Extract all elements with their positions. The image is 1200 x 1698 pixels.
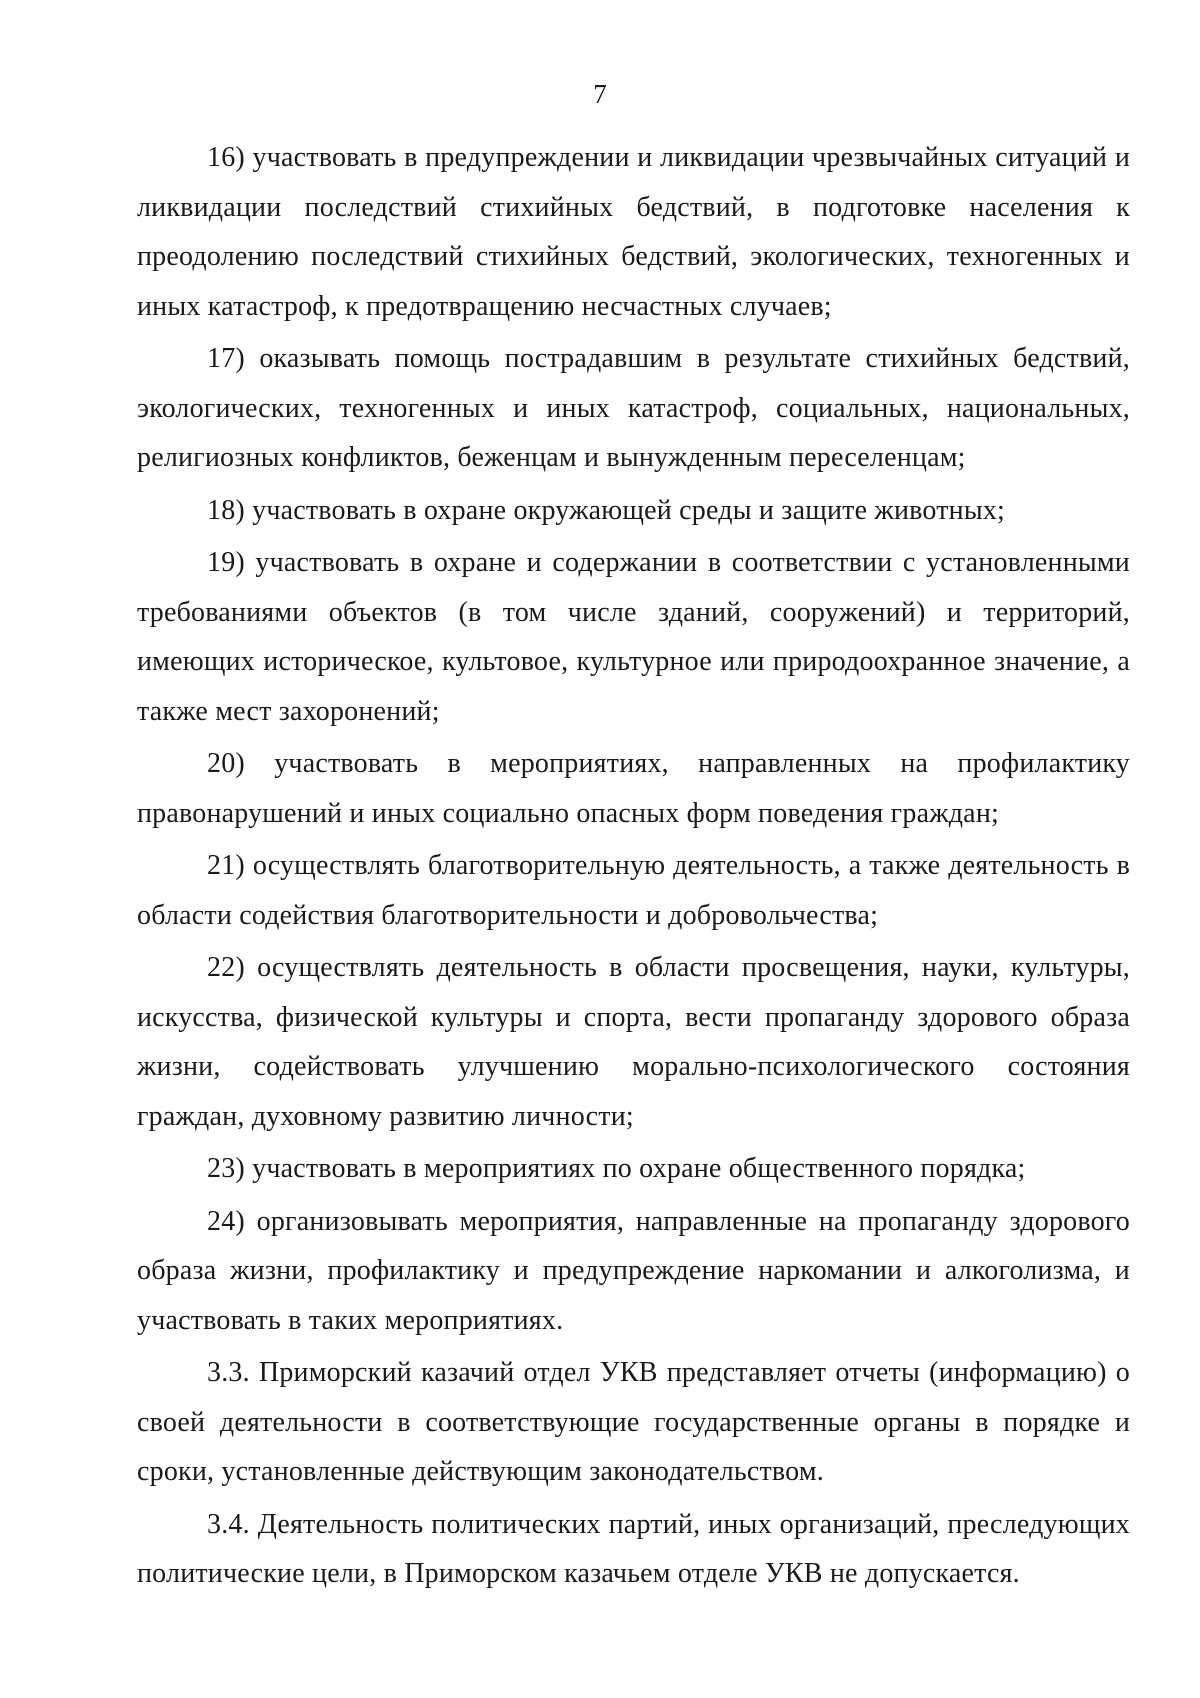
- paragraph-item-21: 21) осуществлять благотворительную деятельность, а также деятельность в области содействия благотворительности и добровольчества;: [137, 850, 1130, 931]
- paragraph-item-24: 24) организовывать мероприятия, направленные на пропаганду здорового образа жизни, профилактику и предупреждение наркомании и алкоголизма, и участвовать в таких мероприятиях.: [137, 1205, 1130, 1336]
- paragraph-item-19: 19) участвовать в охране и содержании в соответствии с установленными требованиями объектов (в том числе зданий, сооружений) и территорий, имеющих историческое, культовое, культурное или природоохранное значение, а также мест захоронений;: [137, 547, 1130, 727]
- paragraph-item-17: 17) оказывать помощь пострадавшим в результате стихийных бедствий, экологических, техногенных и иных катастроф, социальных, национальных, религиозных конфликтов, беженцам и вынужденным переселенцам;: [137, 343, 1130, 473]
- paragraph-item-18: 18) участвовать в охране окружающей среды и защите животных;: [207, 494, 1006, 526]
- paragraph-section-3-4: 3.4. Деятельность политических партий, иных организаций, преследующих политические цели, в Приморском казачьем отделе УКВ не допускается.: [137, 1508, 1130, 1589]
- paragraph-item-23: 23) участвовать в мероприятиях по охране общественного порядка;: [207, 1153, 1026, 1184]
- document-body: [137, 133, 1130, 1602]
- page-number: 7: [593, 79, 607, 109]
- paragraph-section-3-3: 3.3. Приморский казачий отдел УКВ представляет отчеты (информацию) о своей деятельности в соответствующие государственные органы в порядке и сроки, установленные действующим законодательством.: [137, 1357, 1130, 1487]
- paragraph-item-22: 22) осуществлять деятельность в области просвещения, науки, культуры, искусства, физической культуры и спорта, вести пропаганду здорового образа жизни, содействовать улучшению морально-психологического состояния граждан, духовному развитию личности;: [137, 952, 1130, 1132]
- paragraph-item-20: 20) участвовать в мероприятиях, направленных на профилактику правонарушений и иных социально опасных форм поведения граждан;: [137, 748, 1130, 829]
- paragraph-item-16: 16) участвовать в предупреждении и ликвидации чрезвычайных ситуаций и ликвидации последствий стихийных бедствий, в подготовке населения к преодолению последствий стихийных бедствий, экологических, техногенных и иных катастроф, к предотвращению несчастных случаев;: [137, 142, 1130, 322]
